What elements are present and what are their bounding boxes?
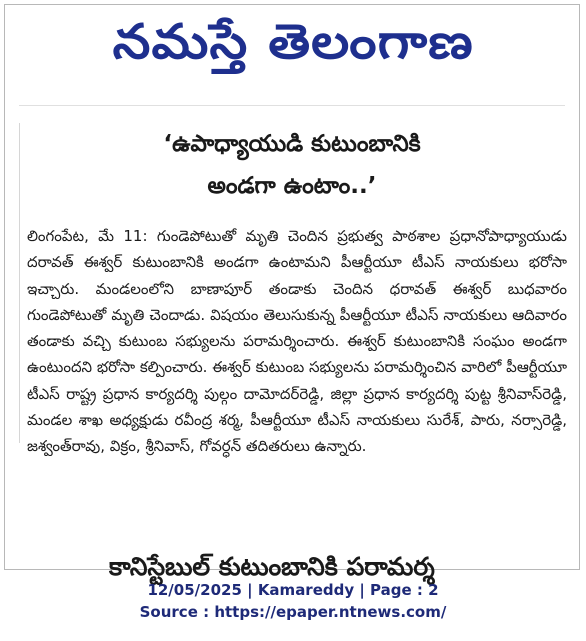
column-rule <box>19 123 20 443</box>
headline-line-1: ‘ఉపాధ్యాయుడి కుటుంబానికి <box>163 131 421 157</box>
masthead <box>5 7 581 79</box>
clipping-footer <box>0 579 586 623</box>
article-body: లింగంపేట, మే 11: గుండెపోటుతో మృతి చెందిన ప్రభుత్వ పాఠశాల ప్రధానోపాధ్యాయుడు దరావత్ ఈశ్వర్ కుటుంబానికి అండగా ఉంటామని పీఆర్టీయూ టీఎస్ నాయకులు భరోసా ఇచ్చారు. మండలంలోని బాణాపూర్ తండాకు చెందిన ధరావత్ ఈశ్వర్ బుధవారం గుండెపోటుతో మృతి చెందాడు. విషయం తెలుసుకున్న పీఆర్టీయూ టీఎస్ నాయకులు ఆదివారం తండాకు వచ్చి కుటుంబ సభ్యులను పరామర్శించారు. ఈశ్వర్ కుటుంబానికి సంఘం అండగా ఉంటుందని భరోసా కల్పించారు. ఈశ్వర్ కుటుంబ సభ్యులను పరామర్శించిన వారిలో పీఆర్టీయూ టీఎస్ రాష్ట్ర ప్రధాన కార్యదర్శి పుల్గం దామోదర్‌రెడ్డి, జిల్లా ప్రధాన కార్యదర్శి పుట్ట శ్రీనివాస్‌రెడ్డి, మండల శాఖ అధ్యక్షుడు రవీంద్ర శర్మ, పీఆర్టీయూ టీఎస్ నాయకులు సురేశ్, పారు, నర్సారెడ్డి, జశ్వంత్‌రావు, విక్రం, శ్రీనివాస్, గోవర్ధన్ తదితరులు ఉన్నారు. <box>27 227 567 456</box>
masthead-divider <box>19 105 565 106</box>
article-headline <box>35 123 549 207</box>
next-article-headline <box>109 543 509 581</box>
masthead-logo: నమస్తే తెలంగాణ <box>112 14 474 70</box>
headline-line-2: అండగా ఉంటాం..’ <box>207 173 377 199</box>
clipping-frame <box>4 4 580 581</box>
footer-source: Source : https://epaper.ntnews.com/ <box>139 603 447 621</box>
footer-dateline: 12/05/2025 | Kamareddy | Page : 2 <box>147 581 439 599</box>
next-article-headline-text: కానిస్టేబుల్ కుటుంబానికి పరామర్శ <box>109 552 435 581</box>
